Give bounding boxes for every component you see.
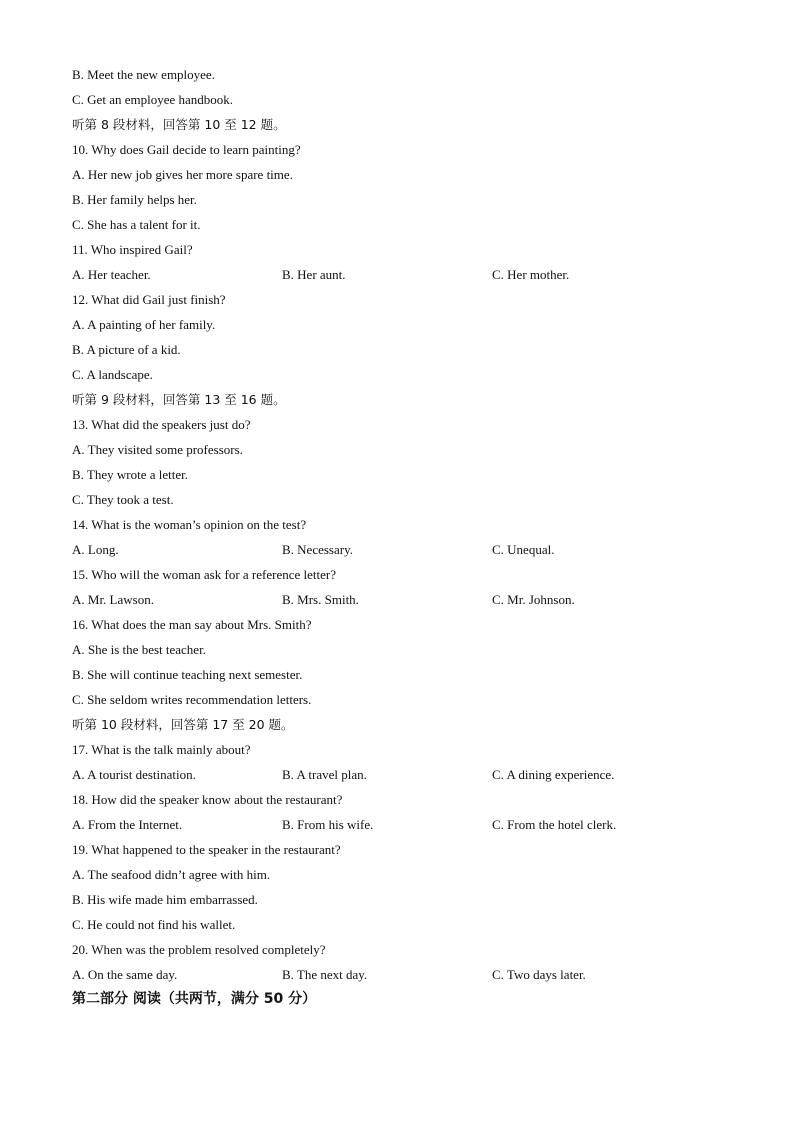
- answer-option: B. Necessary.: [282, 542, 353, 557]
- question-text: 11. Who inspired Gail?: [72, 242, 193, 257]
- options-row: [72, 962, 732, 987]
- answer-option: C. Two days later.: [492, 967, 586, 982]
- answer-option: A. A tourist destination.: [72, 767, 196, 782]
- question-text: 10. Why does Gail decide to learn painting?: [72, 142, 301, 157]
- answer-option: A. She is the best teacher.: [72, 642, 206, 657]
- options-row: [72, 762, 732, 787]
- answer-option: A. They visited some professors.: [72, 442, 243, 457]
- answer-option: C. Her mother.: [492, 267, 570, 282]
- answer-option: B. She will continue teaching next semester.: [72, 667, 303, 682]
- options-row: [72, 587, 732, 612]
- answer-option: A. From the Internet.: [72, 817, 183, 832]
- answer-option: A. A painting of her family.: [72, 317, 216, 332]
- answer-option: B. From his wife.: [282, 817, 374, 832]
- answer-option: A. On the same day.: [72, 967, 178, 982]
- answer-option: C. He could not find his wallet.: [72, 917, 236, 932]
- answer-option: C. They took a test.: [72, 492, 174, 507]
- part-heading: 第二部分 阅读（共两节，满分 50 分）: [72, 991, 317, 1007]
- section-heading: 听第 9 段材料，回答第 13 至 16 题。: [72, 392, 286, 407]
- answer-option: C. Mr. Johnson.: [492, 592, 575, 607]
- answer-option: A. Her teacher.: [72, 267, 151, 282]
- question-text: 13. What did the speakers just do?: [72, 417, 251, 432]
- options-row: [72, 262, 732, 287]
- question-text: 19. What happened to the speaker in the restaurant?: [72, 842, 341, 857]
- question-text: 14. What is the woman’s opinion on the test?: [72, 517, 307, 532]
- answer-option: B. Mrs. Smith.: [282, 592, 359, 607]
- answer-option: C. A landscape.: [72, 367, 153, 382]
- answer-option: C. Unequal.: [492, 542, 555, 557]
- question-text: 16. What does the man say about Mrs. Smith?: [72, 617, 312, 632]
- options-row: [72, 812, 732, 837]
- answer-option: B. A travel plan.: [282, 767, 367, 782]
- answer-option: A. The seafood didn’t agree with him.: [72, 867, 271, 882]
- question-text: 20. When was the problem resolved completely?: [72, 942, 326, 957]
- question-text: 18. How did the speaker know about the restaurant?: [72, 792, 343, 807]
- options-row: [72, 537, 732, 562]
- answer-option: B. Her family helps her.: [72, 192, 197, 207]
- document-page: [72, 62, 732, 1012]
- answer-option: B. The next day.: [282, 967, 368, 982]
- question-text: 17. What is the talk mainly about?: [72, 742, 251, 757]
- question-text: 12. What did Gail just finish?: [72, 292, 226, 307]
- answer-option: C. From the hotel clerk.: [492, 817, 617, 832]
- section-heading: 听第 8 段材料，回答第 10 至 12 题。: [72, 117, 286, 132]
- answer-option: C. A dining experience.: [492, 767, 615, 782]
- answer-option: B. His wife made him embarrassed.: [72, 892, 258, 907]
- answer-option: C. She has a talent for it.: [72, 217, 201, 232]
- answer-option: B. Meet the new employee.: [72, 67, 215, 82]
- question-text: 15. Who will the woman ask for a reference letter?: [72, 567, 336, 582]
- answer-option: B. Her aunt.: [282, 267, 346, 282]
- answer-option: C. Get an employee handbook.: [72, 92, 234, 107]
- answer-option: A. Long.: [72, 542, 119, 557]
- answer-option: C. She seldom writes recommendation letters.: [72, 692, 312, 707]
- answer-option: A. Her new job gives her more spare time.: [72, 167, 293, 182]
- answer-option: A. Mr. Lawson.: [72, 592, 154, 607]
- answer-option: B. A picture of a kid.: [72, 342, 181, 357]
- section-heading: 听第 10 段材料，回答第 17 至 20 题。: [72, 717, 294, 732]
- answer-option: B. They wrote a letter.: [72, 467, 189, 482]
